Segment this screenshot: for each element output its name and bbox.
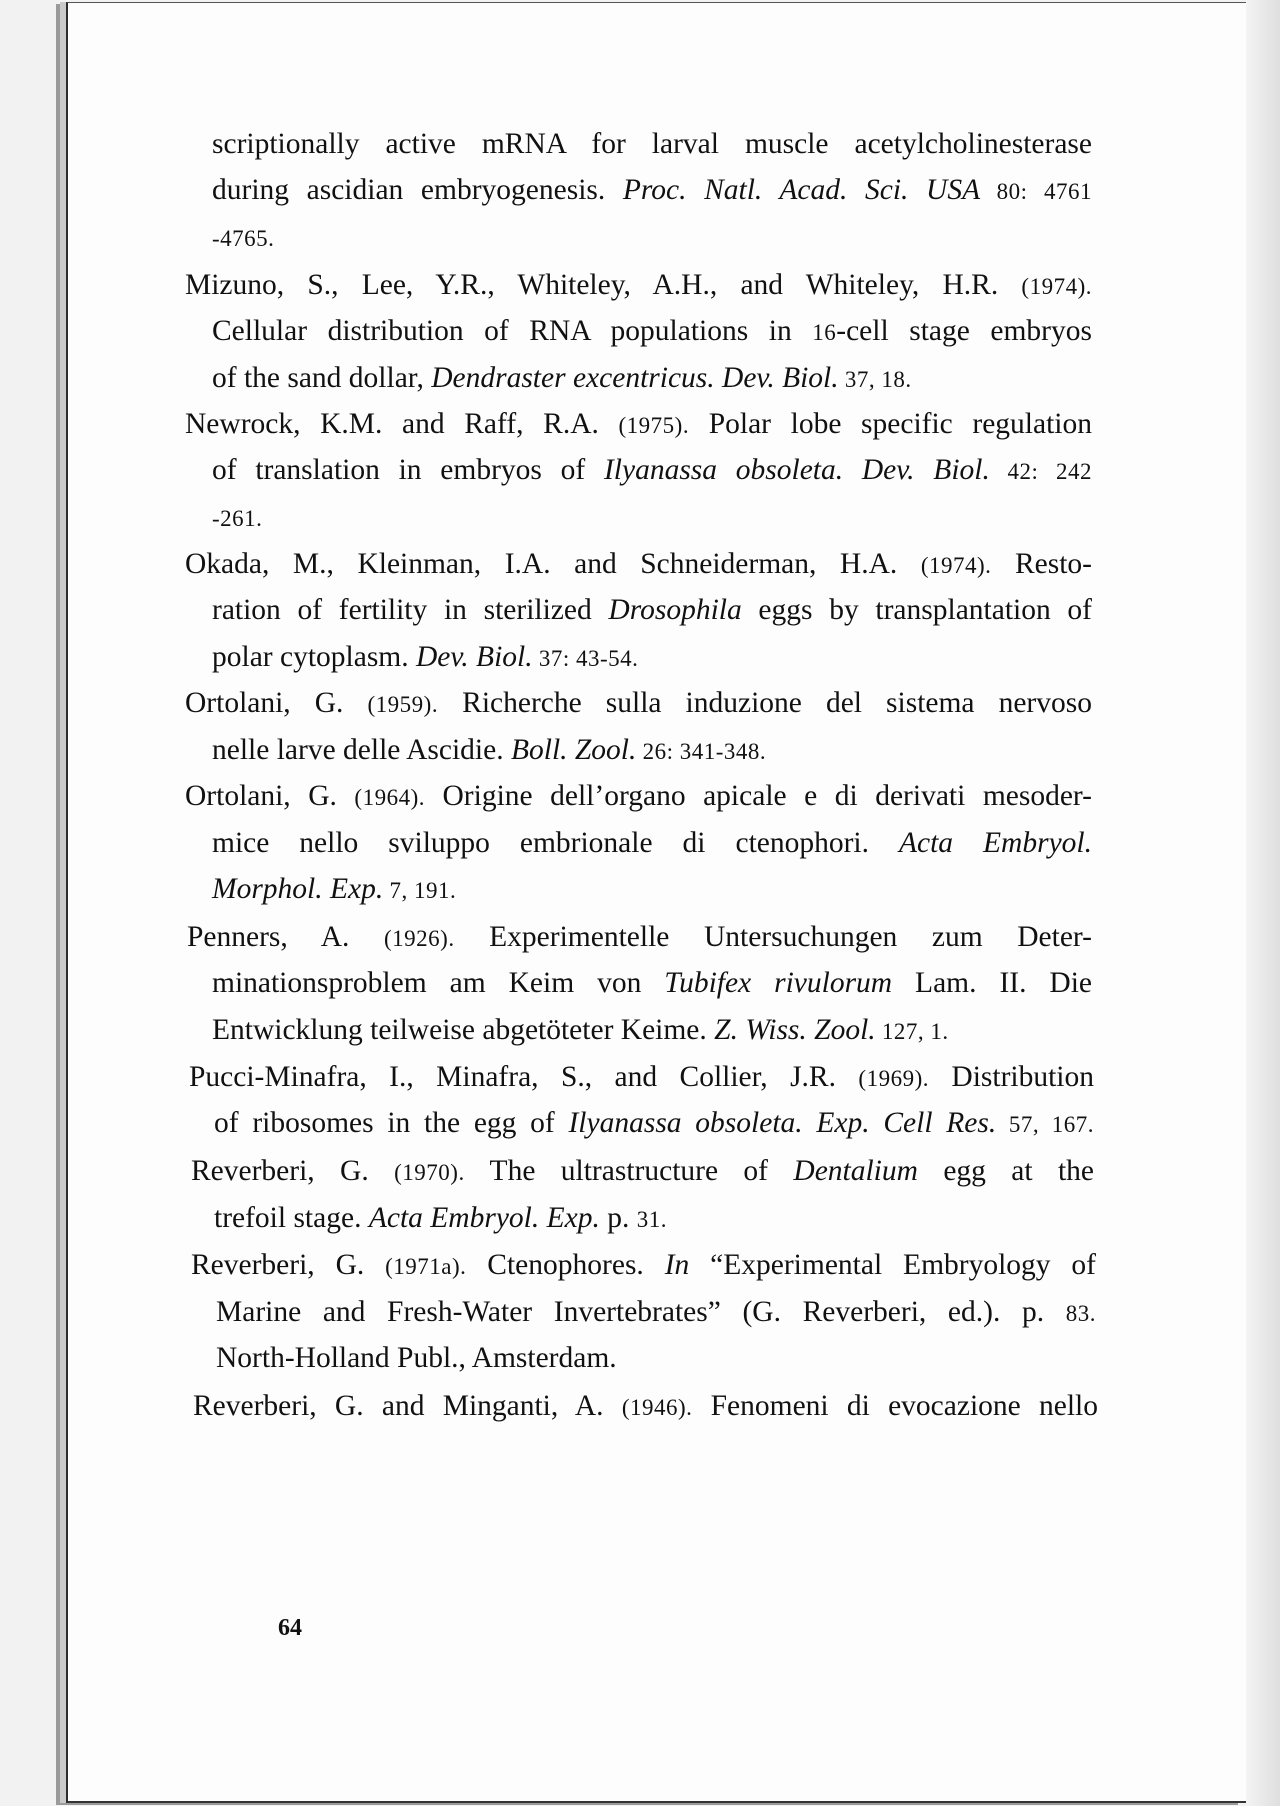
text-segment: “Experimental Embryology of bbox=[689, 1249, 1096, 1281]
reference-line bbox=[191, 1153, 1094, 1191]
text-segment: Reverberi, G. and Minganti, A. bbox=[193, 1390, 622, 1422]
book-page bbox=[66, 2, 1248, 1803]
text-segment: Mizuno, S., Lee, Y.R., Whiteley, A.H., and Whiteley, H.R. bbox=[185, 269, 1022, 301]
italic-text: Morphol. Exp. bbox=[212, 873, 384, 905]
text-segment: ration of fertility in sterilized bbox=[212, 594, 609, 626]
text-segment: trefoil stage. bbox=[214, 1202, 369, 1234]
text-segment: Richerche sulla induzione del sistema nervoso bbox=[438, 687, 1092, 719]
text-segment: (1926). bbox=[384, 926, 455, 951]
text-segment: Lam. II. Die bbox=[892, 967, 1093, 999]
reference-line bbox=[212, 825, 1092, 861]
reference-line bbox=[212, 965, 1092, 1001]
text-segment: Fenomeni di evocazione nello bbox=[692, 1390, 1098, 1422]
text-segment: (1969). bbox=[858, 1066, 929, 1091]
text-segment: (1964). bbox=[354, 785, 425, 810]
text-segment: of translation in embryos of bbox=[212, 454, 604, 486]
text-segment: nelle larve delle Ascidie. bbox=[212, 734, 511, 766]
text-segment: Ortolani, G. bbox=[185, 687, 368, 719]
reference-line bbox=[212, 732, 766, 770]
text-segment: Reverberi, G. bbox=[191, 1249, 386, 1281]
text-segment: (1975). bbox=[618, 413, 690, 438]
text-segment: Reverberi, G. bbox=[191, 1155, 395, 1187]
reference-line bbox=[216, 1340, 617, 1376]
italic-text: Acta Embryol. bbox=[898, 827, 1092, 859]
text-segment: during ascidian embryogenesis. bbox=[212, 174, 623, 206]
text-segment: of ribosomes in the egg of bbox=[214, 1107, 569, 1139]
page-number: 64 bbox=[278, 1615, 302, 1641]
reference-line bbox=[193, 1388, 1098, 1426]
italic-text: Dendraster excentricus. Dev. Biol. bbox=[431, 362, 839, 394]
text-segment: Ctenophores. bbox=[466, 1249, 665, 1281]
italic-text: Dev. Biol. bbox=[416, 641, 533, 673]
text-segment: Cellular distribution of RNA populations in bbox=[212, 315, 813, 347]
text-segment: Pucci-Minafra, I., Minafra, S., and Collier, J.R. bbox=[189, 1061, 859, 1093]
text-segment: Experimentelle Untersuchungen zum Deter- bbox=[454, 921, 1092, 953]
italic-text: Ilyanassa obsoleta. Dev. Biol. bbox=[603, 454, 990, 486]
reference-line bbox=[212, 499, 262, 537]
italic-text: Proc. Natl. Acad. Sci. USA bbox=[622, 174, 981, 206]
text-segment: 26: 341-348. bbox=[636, 739, 767, 764]
text-segment: (1959). bbox=[367, 692, 439, 717]
text-segment: polar cytoplasm. bbox=[212, 641, 416, 673]
reference-line bbox=[185, 267, 1092, 305]
reference-line bbox=[189, 1059, 1094, 1097]
text-segment: (1974). bbox=[1021, 274, 1092, 299]
reference-line bbox=[212, 219, 274, 257]
text-segment: Polar lobe specific regulation bbox=[689, 408, 1092, 440]
text-segment: North-Holland Publ., Amsterdam. bbox=[216, 1342, 617, 1374]
reference-line bbox=[212, 172, 1092, 210]
reference-line bbox=[212, 452, 1092, 490]
text-segment: Resto- bbox=[991, 548, 1092, 580]
italic-text: Acta Embryol. Exp. bbox=[368, 1202, 600, 1234]
reference-line bbox=[212, 313, 1092, 351]
text-segment: egg at the bbox=[917, 1155, 1094, 1187]
text-segment: Penners, A. bbox=[187, 921, 384, 953]
text-segment: 16 bbox=[812, 320, 837, 345]
text-segment: scriptionally active mRNA for larval muscle acetylcholinesterase bbox=[212, 128, 1092, 160]
page-edge-shadow bbox=[1246, 0, 1280, 1806]
italic-text: Z. Wiss. Zool. bbox=[714, 1014, 876, 1046]
text-segment: Distribution bbox=[928, 1061, 1094, 1093]
italic-text: Boll. Zool. bbox=[510, 734, 637, 766]
text-segment: 57, 167. bbox=[996, 1112, 1095, 1137]
reference-line bbox=[212, 360, 912, 398]
reference-line bbox=[185, 546, 1092, 584]
text-segment: -cell stage embryos bbox=[836, 315, 1092, 347]
reference-line bbox=[212, 1012, 949, 1050]
text-segment: (1970). bbox=[394, 1160, 465, 1185]
reference-line bbox=[185, 406, 1092, 444]
text-segment: (1946). bbox=[621, 1395, 693, 1420]
text-segment: 127, 1. bbox=[875, 1019, 949, 1044]
text-segment: of the sand dollar, bbox=[212, 362, 432, 394]
text-segment: mice nello sviluppo embrionale di ctenophori. bbox=[212, 827, 899, 859]
text-segment: -4765. bbox=[212, 226, 275, 251]
text-segment: 83. bbox=[1065, 1301, 1096, 1326]
reference-line bbox=[212, 126, 1092, 162]
reference-line bbox=[212, 871, 456, 909]
reference-line bbox=[212, 639, 638, 677]
text-segment: (1971a). bbox=[385, 1254, 467, 1279]
reference-line bbox=[187, 919, 1092, 957]
text-segment: Ortolani, G. bbox=[185, 780, 355, 812]
text-segment: 80: 4761 bbox=[980, 179, 1093, 204]
text-segment: eggs by transplantation of bbox=[741, 594, 1092, 626]
italic-text: Tubifex rivulorum bbox=[664, 967, 893, 999]
reference-line bbox=[216, 1294, 1096, 1332]
italic-text: In bbox=[664, 1249, 690, 1281]
reference-line bbox=[185, 685, 1092, 723]
text-segment: Newrock, K.M. and Raff, R.A. bbox=[185, 408, 619, 440]
text-segment: 42: 242 bbox=[989, 459, 1092, 484]
text-segment: Origine dell’organo apicale e di derivati mesoder- bbox=[424, 780, 1092, 812]
reference-line bbox=[214, 1200, 667, 1238]
text-segment: 7, 191. bbox=[383, 878, 457, 903]
reference-line bbox=[185, 778, 1092, 816]
text-segment: 31. bbox=[636, 1207, 667, 1232]
reference-line bbox=[191, 1247, 1096, 1285]
references-text bbox=[68, 3, 1248, 1801]
text-segment: p. bbox=[599, 1202, 637, 1234]
text-segment: Entwicklung teilweise abgetöteter Keime. bbox=[212, 1014, 715, 1046]
italic-text: Ilyanassa obsoleta. Exp. Cell Res. bbox=[568, 1107, 997, 1139]
reference-line bbox=[212, 592, 1092, 628]
text-segment: -261. bbox=[212, 506, 263, 531]
text-segment: (1974). bbox=[920, 553, 992, 578]
text-segment: 37, 18. bbox=[838, 367, 912, 392]
text-segment: Marine and Fresh-Water Invertebrates” (G. Reverberi, ed.). p. bbox=[216, 1296, 1066, 1328]
text-segment: minationsproblem am Keim von bbox=[212, 967, 665, 999]
italic-text: Drosophila bbox=[608, 594, 742, 626]
reference-line bbox=[214, 1105, 1094, 1143]
italic-text: Dentalium bbox=[793, 1155, 918, 1187]
text-segment: Okada, M., Kleinman, I.A. and Schneiderman, H.A. bbox=[185, 548, 921, 580]
text-segment: 37: 43-54. bbox=[532, 646, 639, 671]
text-segment: The ultrastructure of bbox=[464, 1155, 794, 1187]
